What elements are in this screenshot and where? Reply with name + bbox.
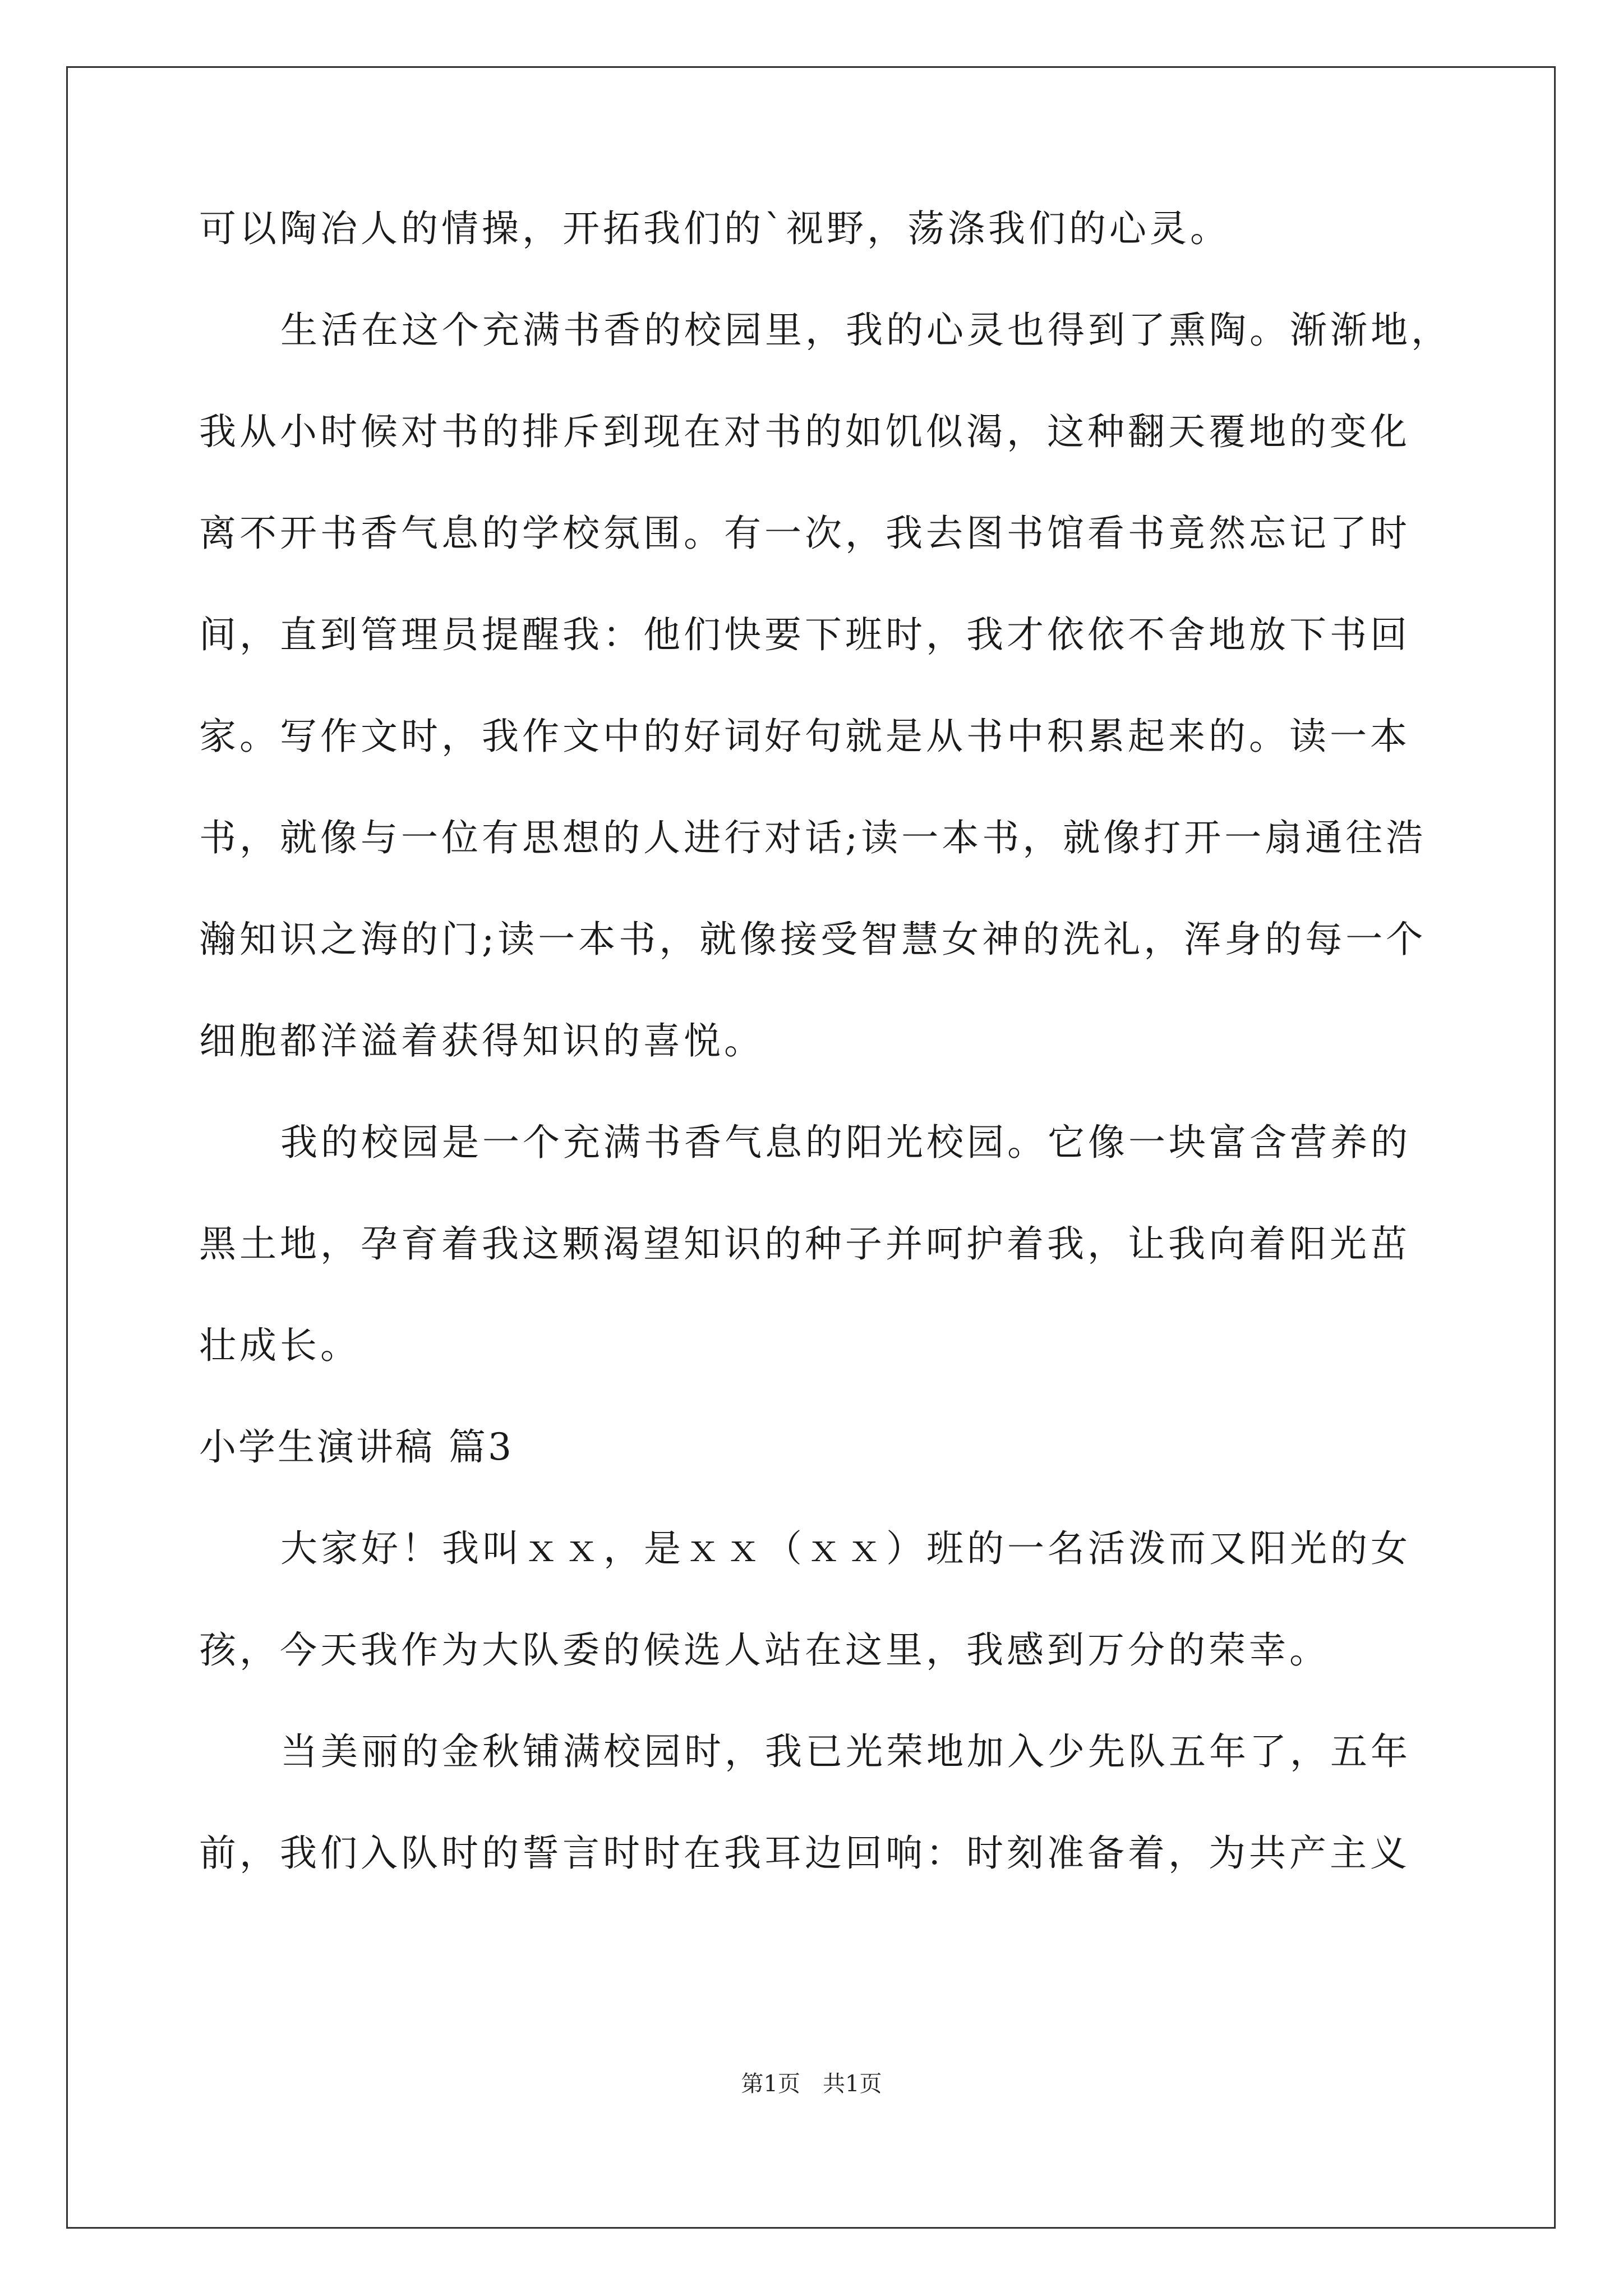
text-line: 前，我们入队时的誓言时时在我耳边回响：时刻准备着，为共产主义 bbox=[199, 1832, 1410, 1875]
text-line: 可以陶冶人的情操，开拓我们的`视野，荡涤我们的心灵。 bbox=[199, 207, 1230, 250]
text-line: 瀚知识之海的门;读一本书，就像接受智慧女神的洗礼，浑身的每一个 bbox=[199, 918, 1427, 961]
section-heading: 小学生演讲稿 篇3 bbox=[199, 1425, 514, 1469]
paragraph-start-line: 生活在这个充满书香的校园里，我的心灵也得到了熏陶。渐渐地， bbox=[280, 309, 1451, 352]
document-body bbox=[199, 207, 1451, 1936]
text-line: 间，直到管理员提醒我：他们快要下班时，我才依依不舍地放下书回 bbox=[199, 613, 1410, 656]
paragraph-start-line: 当美丽的金秋铺满校园时，我已光荣地加入少先队五年了，五年 bbox=[280, 1730, 1411, 1773]
text-line: 离不开书香气息的学校氛围。有一次，我去图书馆看书竟然忘记了时 bbox=[199, 512, 1410, 555]
text-line: 孩，今天我作为大队委的候选人站在这里，我感到万分的荣幸。 bbox=[199, 1628, 1330, 1672]
text-line: 壮成长。 bbox=[199, 1324, 361, 1367]
page-number-footer: 第1页 共1页 bbox=[741, 2071, 882, 2097]
text-line: 黑土地，孕育着我这颗渴望知识的种子并呵护着我，让我向着阳光茁 bbox=[199, 1222, 1410, 1266]
text-line: 书，就像与一位有思想的人进行对话;读一本书，就像打开一扇通往浩 bbox=[199, 816, 1427, 859]
paragraph-start-line: 大家好！我叫ｘｘ，是ｘｘ（ｘｘ）班的一名活泼而又阳光的女 bbox=[280, 1527, 1411, 1570]
text-line: 我从小时候对书的排斥到现在对书的如饥似渴，这种翻天覆地的变化 bbox=[199, 410, 1410, 453]
paragraph-start-line: 我的校园是一个充满书香气息的阳光校园。它像一块富含营养的 bbox=[280, 1121, 1411, 1164]
text-line: 细胞都洋溢着获得知识的喜悦。 bbox=[199, 1019, 764, 1062]
text-line: 家。写作文时，我作文中的好词好句就是从书中积累起来的。读一本 bbox=[199, 715, 1410, 758]
